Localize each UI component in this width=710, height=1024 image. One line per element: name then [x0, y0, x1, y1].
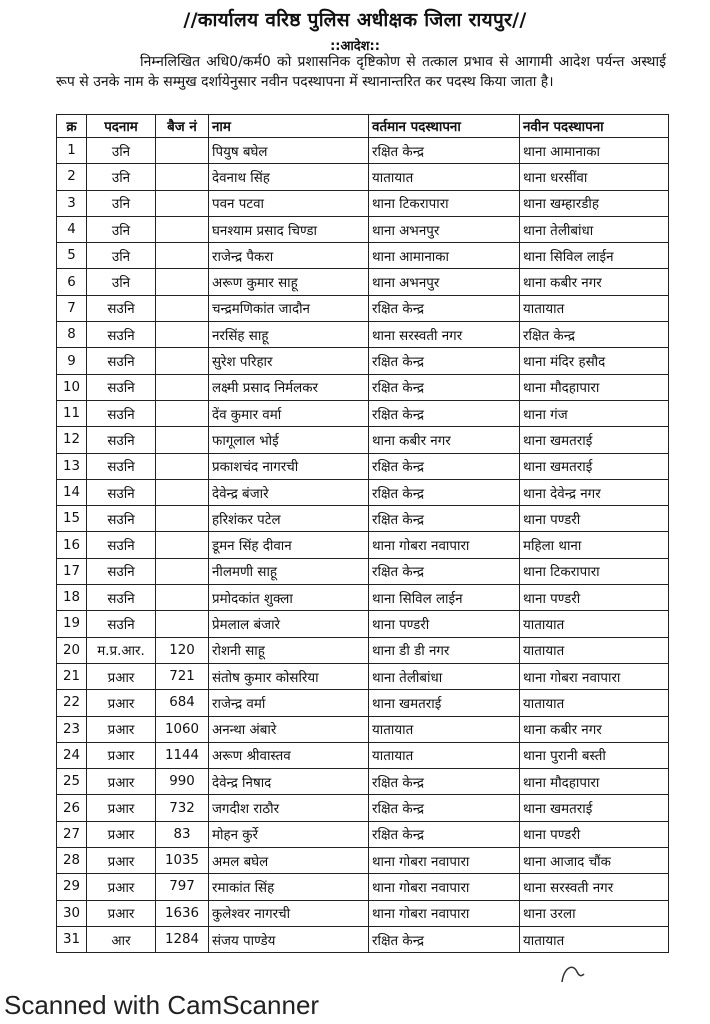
- cell-designation: प्रआर: [87, 769, 156, 795]
- cell-designation: आर: [87, 926, 156, 952]
- order-intro-text: निम्नलिखित अधि0/कर्म0 को प्रशासनिक दृष्टिकोण से तत्काल प्रभाव से आगामी आदेश पर्यन्त अस्थाई रूप से उनके नाम के सम्मुख दर्शायेनुसार नवीन पदस्थापना में स्थानान्तरित कर पदस्थ किया जाता है।: [56, 54, 666, 90]
- cell-current-posting: रक्षित केन्द्र: [369, 295, 520, 321]
- cell-name: संतोष कुमार कोसरिया: [209, 663, 369, 689]
- cell-name: फागूलाल भोई: [209, 427, 369, 453]
- cell-badge: [156, 190, 209, 216]
- cell-designation: प्रआर: [87, 821, 156, 847]
- cell-designation: प्रआर: [87, 690, 156, 716]
- table-row: [57, 138, 669, 164]
- cell-designation: उनि: [87, 190, 156, 216]
- cell-serial: 8: [57, 322, 87, 348]
- table-row: [57, 322, 669, 348]
- cell-new-posting: थाना खमतराई: [520, 427, 669, 453]
- col-header-designation: पदनाम: [87, 115, 156, 138]
- table-row: [57, 742, 669, 768]
- cell-designation: सउनि: [87, 400, 156, 426]
- cell-current-posting: रक्षित केन्द्र: [369, 374, 520, 400]
- cell-current-posting: थाना गोबरा नवापारा: [369, 532, 520, 558]
- col-header-new-posting: नवीन पदस्थापना: [520, 115, 669, 138]
- cell-name: पियुष बघेल: [209, 138, 369, 164]
- table-row: [57, 926, 669, 952]
- cell-new-posting: यातायात: [520, 611, 669, 637]
- cell-new-posting: थाना मंदिर हसौद: [520, 348, 669, 374]
- cell-new-posting: रक्षित केन्द्र: [520, 322, 669, 348]
- cell-current-posting: थाना सरस्वती नगर: [369, 322, 520, 348]
- cell-name: पवन पटवा: [209, 190, 369, 216]
- cell-name: देवनाथ सिंह: [209, 164, 369, 190]
- cell-current-posting: थाना टिकरापारा: [369, 190, 520, 216]
- cell-serial: 23: [57, 716, 87, 742]
- cell-badge: [156, 269, 209, 295]
- cell-designation: सउनि: [87, 374, 156, 400]
- cell-serial: 4: [57, 216, 87, 242]
- cell-serial: 29: [57, 874, 87, 900]
- cell-designation: सउनि: [87, 558, 156, 584]
- cell-designation: उनि: [87, 216, 156, 242]
- cell-current-posting: यातायात: [369, 164, 520, 190]
- transfer-table: [56, 114, 669, 953]
- cell-new-posting: थाना गोबरा नवापारा: [520, 663, 669, 689]
- cell-designation: सउनि: [87, 479, 156, 505]
- cell-serial: 20: [57, 637, 87, 663]
- cell-new-posting: यातायात: [520, 926, 669, 952]
- table-row: [57, 848, 669, 874]
- cell-name: प्रेमलाल बंजारे: [209, 611, 369, 637]
- cell-badge: 1035: [156, 848, 209, 874]
- cell-serial: 18: [57, 585, 87, 611]
- cell-name: डूमन सिंह दीवान: [209, 532, 369, 558]
- cell-badge: [156, 138, 209, 164]
- table-row: [57, 400, 669, 426]
- cell-name: हरिशंकर पटेल: [209, 506, 369, 532]
- cell-serial: 25: [57, 769, 87, 795]
- table-row: [57, 243, 669, 269]
- cell-badge: [156, 374, 209, 400]
- camscanner-watermark: Scanned with CamScanner: [4, 990, 320, 1020]
- cell-new-posting: थाना आजाद चौंक: [520, 848, 669, 874]
- cell-name: अरूण कुमार साहू: [209, 269, 369, 295]
- document-title: //कार्यालय वरिष्ठ पुलिस अधीक्षक जिला रायपुर//: [183, 9, 527, 31]
- cell-designation: सउनि: [87, 585, 156, 611]
- cell-name: रमाकांत सिंह: [209, 874, 369, 900]
- cell-current-posting: रक्षित केन्द्र: [369, 769, 520, 795]
- cell-name: मोहन कुर्रे: [209, 821, 369, 847]
- table-row: [57, 874, 669, 900]
- table-row: [57, 716, 669, 742]
- cell-designation: सउनि: [87, 322, 156, 348]
- cell-new-posting: थाना कबीर नगर: [520, 716, 669, 742]
- table-row: [57, 506, 669, 532]
- cell-serial: 1: [57, 138, 87, 164]
- cell-designation: प्रआर: [87, 716, 156, 742]
- cell-badge: [156, 164, 209, 190]
- cell-designation: सउनि: [87, 506, 156, 532]
- cell-serial: 31: [57, 926, 87, 952]
- cell-new-posting: थाना गंज: [520, 400, 669, 426]
- cell-name: देवेन्द्र बंजारे: [209, 479, 369, 505]
- cell-current-posting: रक्षित केन्द्र: [369, 926, 520, 952]
- col-header-current-posting: वर्तमान पदस्थापना: [369, 115, 520, 138]
- cell-new-posting: थाना सरस्वती नगर: [520, 874, 669, 900]
- cell-current-posting: रक्षित केन्द्र: [369, 821, 520, 847]
- cell-current-posting: रक्षित केन्द्र: [369, 348, 520, 374]
- table-row: [57, 269, 669, 295]
- col-header-serial: क्र: [57, 115, 87, 138]
- cell-badge: [156, 453, 209, 479]
- cell-designation: सउनि: [87, 348, 156, 374]
- cell-current-posting: थाना गोबरा नवापारा: [369, 900, 520, 926]
- cell-serial: 16: [57, 532, 87, 558]
- table-row: [57, 821, 669, 847]
- cell-badge: [156, 295, 209, 321]
- cell-serial: 2: [57, 164, 87, 190]
- table-row: [57, 479, 669, 505]
- cell-badge: 721: [156, 663, 209, 689]
- cell-new-posting: यातायात: [520, 295, 669, 321]
- cell-designation: प्रआर: [87, 874, 156, 900]
- cell-badge: [156, 506, 209, 532]
- cell-new-posting: थाना धरसींवा: [520, 164, 669, 190]
- cell-name: लक्ष्मी प्रसाद निर्मलकर: [209, 374, 369, 400]
- cell-serial: 19: [57, 611, 87, 637]
- cell-name: अरूण श्रीवास्तव: [209, 742, 369, 768]
- table-row: [57, 374, 669, 400]
- cell-serial: 7: [57, 295, 87, 321]
- table-row: [57, 611, 669, 637]
- cell-badge: 120: [156, 637, 209, 663]
- cell-designation: सउनि: [87, 611, 156, 637]
- cell-current-posting: रक्षित केन्द्र: [369, 506, 520, 532]
- cell-name: घनश्याम प्रसाद चिण्डा: [209, 216, 369, 242]
- cell-serial: 27: [57, 821, 87, 847]
- cell-badge: [156, 322, 209, 348]
- cell-name: चन्द्रमणिकांत जादौन: [209, 295, 369, 321]
- cell-badge: 1636: [156, 900, 209, 926]
- table-row: [57, 663, 669, 689]
- cell-badge: [156, 427, 209, 453]
- cell-current-posting: थाना अभनपुर: [369, 216, 520, 242]
- cell-new-posting: यातायात: [520, 637, 669, 663]
- cell-new-posting: थाना पण्डरी: [520, 585, 669, 611]
- cell-current-posting: थाना कबीर नगर: [369, 427, 520, 453]
- cell-serial: 26: [57, 795, 87, 821]
- cell-badge: 732: [156, 795, 209, 821]
- cell-name: कुलेश्वर नागरची: [209, 900, 369, 926]
- table-row: [57, 558, 669, 584]
- cell-name: सुरेश परिहार: [209, 348, 369, 374]
- table-row: [57, 585, 669, 611]
- cell-name: प्रमोदकांत शुक्ला: [209, 585, 369, 611]
- cell-current-posting: थाना सिविल लाईन: [369, 585, 520, 611]
- cell-badge: 1060: [156, 716, 209, 742]
- table-row: [57, 532, 669, 558]
- table-body: [57, 138, 669, 953]
- cell-designation: सउनि: [87, 532, 156, 558]
- cell-badge: 797: [156, 874, 209, 900]
- cell-serial: 17: [57, 558, 87, 584]
- cell-designation: प्रआर: [87, 848, 156, 874]
- cell-new-posting: थाना खम्हारडीह: [520, 190, 669, 216]
- cell-badge: [156, 611, 209, 637]
- cell-current-posting: यातायात: [369, 716, 520, 742]
- cell-name: अमल बघेल: [209, 848, 369, 874]
- cell-designation: म.प्र.आर.: [87, 637, 156, 663]
- cell-serial: 24: [57, 742, 87, 768]
- cell-current-posting: रक्षित केन्द्र: [369, 138, 520, 164]
- cell-current-posting: थाना पण्डरी: [369, 611, 520, 637]
- cell-name: राजेन्द्र पैकरा: [209, 243, 369, 269]
- cell-current-posting: थाना तेलीबांधा: [369, 663, 520, 689]
- table-row: [57, 453, 669, 479]
- order-intro-paragraph: [56, 52, 666, 92]
- cell-new-posting: थाना पण्डरी: [520, 821, 669, 847]
- table-row: [57, 900, 669, 926]
- cell-current-posting: रक्षित केन्द्र: [369, 558, 520, 584]
- cell-new-posting: थाना देवेन्द्र नगर: [520, 479, 669, 505]
- cell-badge: [156, 479, 209, 505]
- cell-current-posting: थाना डी डी नगर: [369, 637, 520, 663]
- cell-new-posting: थाना सिविल लाईन: [520, 243, 669, 269]
- col-header-name: नाम: [209, 115, 369, 138]
- cell-serial: 14: [57, 479, 87, 505]
- cell-name: अनन्था अंबारे: [209, 716, 369, 742]
- cell-current-posting: रक्षित केन्द्र: [369, 400, 520, 426]
- cell-serial: 22: [57, 690, 87, 716]
- cell-serial: 11: [57, 400, 87, 426]
- table-row: [57, 216, 669, 242]
- cell-new-posting: थाना तेलीबांधा: [520, 216, 669, 242]
- table-row: [57, 295, 669, 321]
- cell-serial: 10: [57, 374, 87, 400]
- table-row: [57, 427, 669, 453]
- cell-serial: 30: [57, 900, 87, 926]
- cell-name: प्रकाशचंद नागरची: [209, 453, 369, 479]
- cell-designation: प्रआर: [87, 742, 156, 768]
- cell-name: नीलमणी साहू: [209, 558, 369, 584]
- cell-name: जगदीश राठौर: [209, 795, 369, 821]
- cell-new-posting: थाना खमतराई: [520, 795, 669, 821]
- cell-badge: [156, 558, 209, 584]
- cell-new-posting: थाना आमानाका: [520, 138, 669, 164]
- cell-name: राजेन्द्र वर्मा: [209, 690, 369, 716]
- table-row: [57, 637, 669, 663]
- table-row: [57, 769, 669, 795]
- cell-badge: [156, 216, 209, 242]
- cell-serial: 28: [57, 848, 87, 874]
- cell-serial: 6: [57, 269, 87, 295]
- cell-serial: 12: [57, 427, 87, 453]
- cell-badge: 990: [156, 769, 209, 795]
- cell-name: देवेन्द्र निषाद: [209, 769, 369, 795]
- cell-current-posting: रक्षित केन्द्र: [369, 795, 520, 821]
- cell-new-posting: थाना मौदहापारा: [520, 769, 669, 795]
- cell-designation: प्रआर: [87, 795, 156, 821]
- cell-new-posting: महिला थाना: [520, 532, 669, 558]
- cell-name: संजय पाण्डेय: [209, 926, 369, 952]
- order-heading: ::आदेश::: [330, 39, 380, 54]
- col-header-badge: बैज नं: [156, 115, 209, 138]
- cell-serial: 15: [57, 506, 87, 532]
- table-row: [57, 164, 669, 190]
- cell-current-posting: रक्षित केन्द्र: [369, 453, 520, 479]
- cell-serial: 13: [57, 453, 87, 479]
- cell-new-posting: यातायात: [520, 690, 669, 716]
- cell-new-posting: थाना उरला: [520, 900, 669, 926]
- table-row: [57, 795, 669, 821]
- cell-name: रोशनी साहू: [209, 637, 369, 663]
- cell-current-posting: रक्षित केन्द्र: [369, 479, 520, 505]
- table-row: [57, 190, 669, 216]
- cell-current-posting: यातायात: [369, 742, 520, 768]
- cell-serial: 9: [57, 348, 87, 374]
- cell-new-posting: थाना खमतराई: [520, 453, 669, 479]
- cell-serial: 21: [57, 663, 87, 689]
- cell-current-posting: थाना गोबरा नवापारा: [369, 848, 520, 874]
- cell-badge: 684: [156, 690, 209, 716]
- cell-name: नरसिंह साहू: [209, 322, 369, 348]
- cell-new-posting: थाना मौदहापारा: [520, 374, 669, 400]
- cell-badge: 83: [156, 821, 209, 847]
- cell-current-posting: थाना अभनपुर: [369, 269, 520, 295]
- cell-serial: 3: [57, 190, 87, 216]
- cell-designation: उनि: [87, 243, 156, 269]
- cell-designation: उनि: [87, 164, 156, 190]
- cell-badge: [156, 532, 209, 558]
- cell-badge: [156, 400, 209, 426]
- cell-badge: 1284: [156, 926, 209, 952]
- cell-designation: प्रआर: [87, 663, 156, 689]
- cell-designation: प्रआर: [87, 900, 156, 926]
- table-row: [57, 348, 669, 374]
- cell-badge: [156, 348, 209, 374]
- cell-current-posting: थाना गोबरा नवापारा: [369, 874, 520, 900]
- cell-new-posting: थाना पण्डरी: [520, 506, 669, 532]
- cell-new-posting: थाना कबीर नगर: [520, 269, 669, 295]
- table-row: [57, 690, 669, 716]
- cell-designation: उनि: [87, 138, 156, 164]
- table-header-row: [57, 115, 669, 138]
- cell-current-posting: थाना आमानाका: [369, 243, 520, 269]
- cell-badge: [156, 585, 209, 611]
- cell-designation: सउनि: [87, 295, 156, 321]
- cell-designation: उनि: [87, 269, 156, 295]
- cell-new-posting: थाना टिकरापारा: [520, 558, 669, 584]
- cell-designation: सउनि: [87, 427, 156, 453]
- cell-badge: [156, 243, 209, 269]
- cell-badge: 1144: [156, 742, 209, 768]
- pen-mark-icon: [558, 960, 588, 986]
- cell-current-posting: थाना खमतराई: [369, 690, 520, 716]
- cell-serial: 5: [57, 243, 87, 269]
- cell-name: देंव कुमार वर्मा: [209, 400, 369, 426]
- cell-new-posting: थाना पुरानी बस्ती: [520, 742, 669, 768]
- cell-designation: सउनि: [87, 453, 156, 479]
